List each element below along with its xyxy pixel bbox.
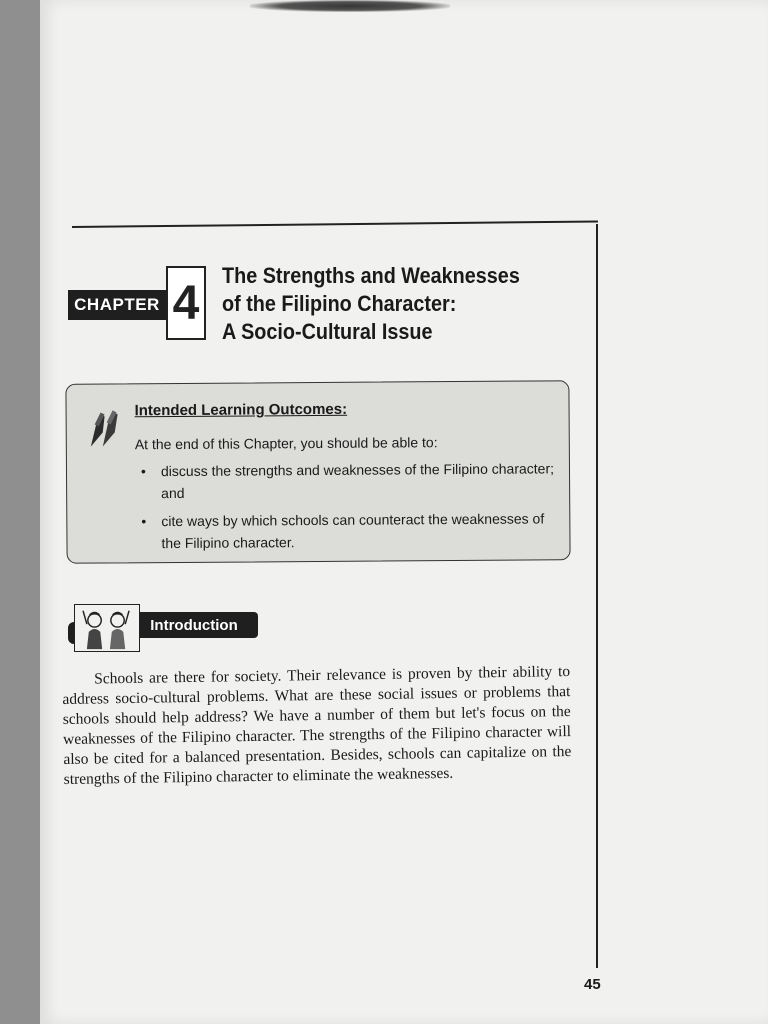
list-item: • discuss the strengths and weaknesses of the Filipino character; and	[140, 460, 555, 502]
introduction-heading: Introduction	[130, 612, 258, 638]
list-item: • cite ways by which schools can counteract the weaknesses of the Filipino character.	[141, 510, 545, 552]
chapter-title-line: A Socio-Cultural Issue	[222, 319, 433, 344]
introduction-tab	[68, 604, 258, 640]
chapter-title	[222, 262, 546, 346]
learning-outcomes-box	[65, 380, 570, 564]
introduction-paragraph: Schools are there for society. Their relevance is proven by their ability to address socio-cultural problems. What are these social issues or problems that schools should help address? We have a number of them but let's focus on the weaknesses of the Filipino character. The strengths of the Filipino character will also be cited for a balanced presentation. Besides, schools can capitalize on the strengths of the Filipino character to eliminate the weaknesses.	[62, 662, 572, 788]
chapter-title-line: of the Filipino Character:	[222, 291, 457, 316]
page-right-rule	[596, 224, 598, 968]
outcomes-list	[135, 457, 556, 560]
bullet-icon: •	[141, 513, 147, 530]
page-number: 45	[584, 976, 601, 993]
outcomes-intro: At the end of this Chapter, you should be able to:	[134, 434, 438, 453]
chapter-title-line: The Strengths and Weaknesses	[222, 263, 520, 288]
bullet-icon: •	[140, 463, 146, 480]
chapter-number: 4	[166, 266, 206, 340]
raised-hands-icon	[85, 402, 125, 450]
students-cartoon-icon	[74, 604, 140, 652]
chapter-label: CHAPTER	[68, 290, 166, 320]
ink-blot	[250, 0, 450, 12]
outcomes-heading: Intended Learning Outcomes:	[134, 400, 348, 420]
